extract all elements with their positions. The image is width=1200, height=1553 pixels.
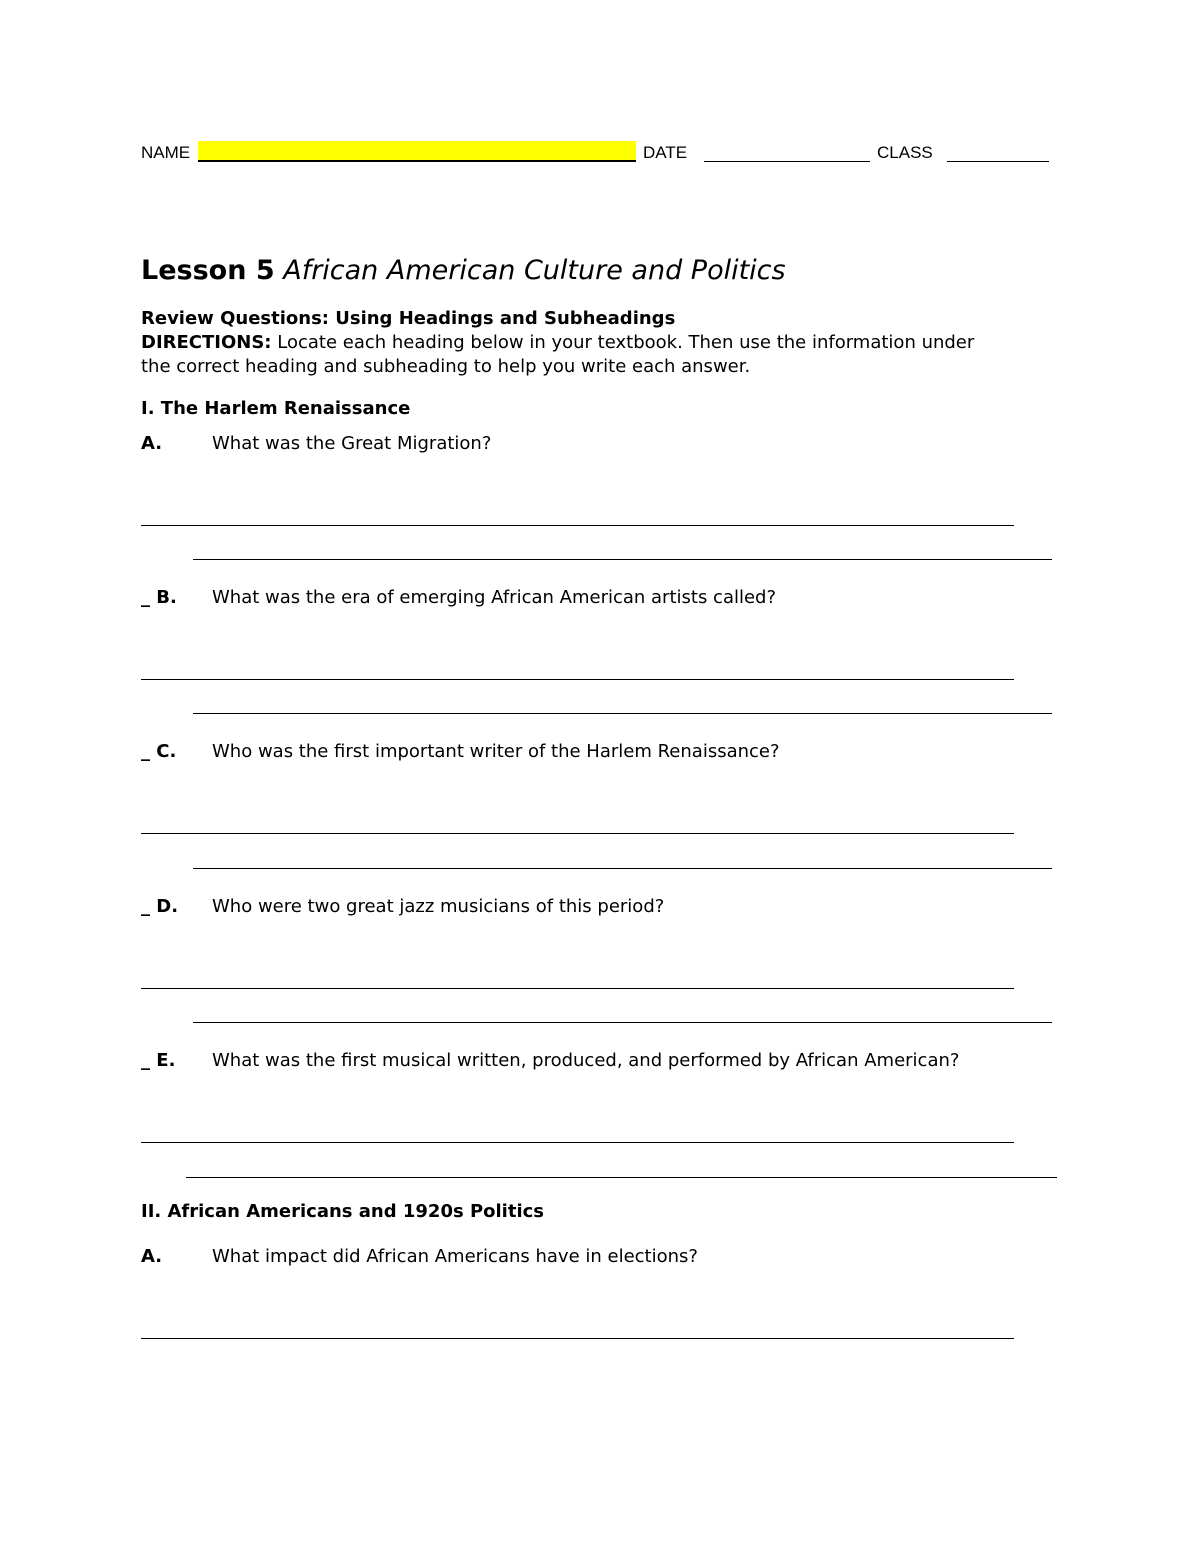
date-label: DATE [643,143,688,162]
lesson-topic: African American Culture and Politics [283,255,786,286]
section-heading-2: II. African Americans and 1920s Politics [141,1201,545,1222]
class-label: CLASS [877,143,933,162]
lesson-number: Lesson 5 [141,255,275,286]
answer-line[interactable] [193,868,1052,869]
question-text: What impact did African Americans have in elections? [212,1246,698,1267]
answer-line[interactable] [141,679,1014,680]
question-letter: _ C. [141,741,177,762]
class-field[interactable] [947,143,1049,162]
date-field[interactable] [704,143,870,162]
question-letter: A. [141,433,163,454]
review-heading: Review Questions: Using Headings and Subheadings [141,308,676,329]
question-text: What was the Great Migration? [212,433,492,454]
name-label: NAME [141,143,191,162]
directions-line-2: the correct heading and subheading to help you write each answer. [141,356,751,377]
question-letter: _ D. [141,896,179,917]
answer-line[interactable] [193,1022,1052,1023]
answer-line[interactable] [141,525,1014,526]
answer-line[interactable] [193,713,1052,714]
directions-line-1 [141,332,974,353]
directions-label: DIRECTIONS: [141,332,272,353]
answer-line[interactable] [141,1142,1014,1143]
question-letter: _ E. [141,1050,176,1071]
name-field[interactable] [198,141,636,162]
directions-text: Locate each heading below in your textbook. Then use the information under [277,332,975,353]
question-letter: A. [141,1246,163,1267]
answer-line[interactable] [193,559,1052,560]
answer-line[interactable] [186,1177,1057,1178]
page-title [141,255,786,286]
section-heading-1: I. The Harlem Renaissance [141,398,411,419]
answer-line[interactable] [141,1338,1014,1339]
question-text: What was the first musical written, produced, and performed by African American? [212,1050,960,1071]
question-letter: _ B. [141,587,177,608]
answer-line[interactable] [141,833,1014,834]
question-text: Who was the first important writer of the Harlem Renaissance? [212,741,780,762]
question-text: What was the era of emerging African American artists called? [212,587,777,608]
answer-line[interactable] [141,988,1014,989]
question-text: Who were two great jazz musicians of this period? [212,896,665,917]
